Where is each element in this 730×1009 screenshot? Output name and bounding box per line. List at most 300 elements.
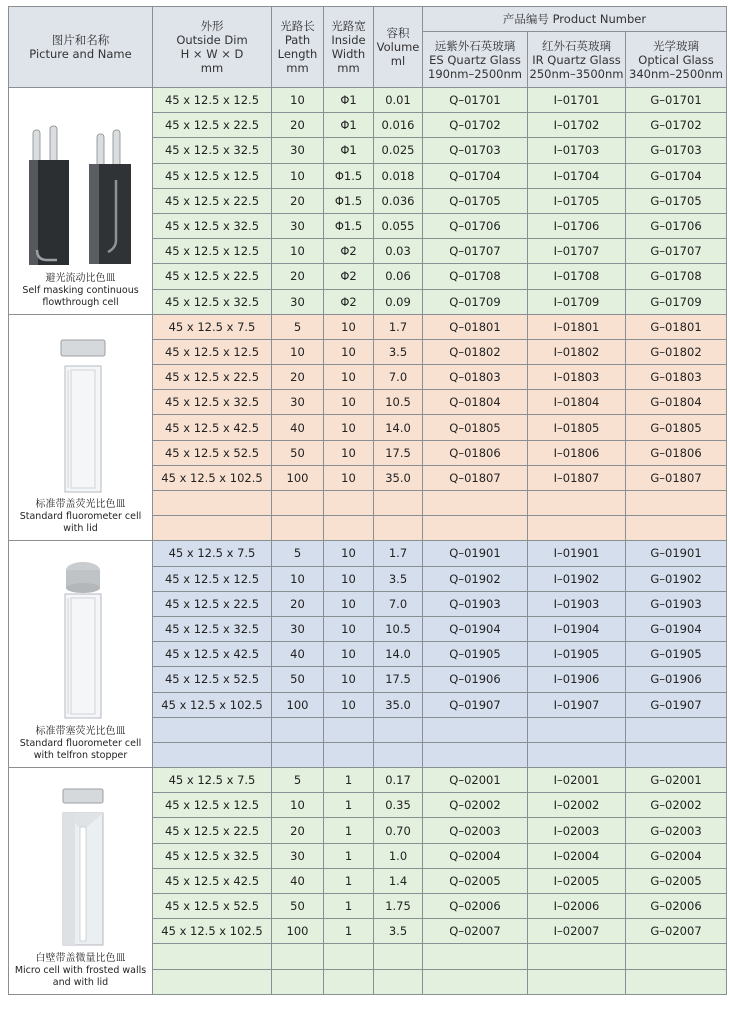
ir-quartz-number-cell: I–01703 [528, 138, 626, 163]
outside-dim-header-formula: H × W × D [180, 47, 244, 61]
optical-glass-number-cell [626, 516, 727, 541]
ir-quartz-number-cell: I–01901 [528, 541, 626, 566]
inside-width-header-unit: mm [337, 61, 360, 75]
cuvette-with-lid-icon [41, 336, 121, 496]
inside-width-cell [324, 969, 374, 994]
ir-quartz-header-cn: 红外石英玻璃 [542, 38, 611, 53]
optical-glass-header-cn: 光学玻璃 [653, 38, 700, 53]
path-length-cell: 30 [272, 616, 324, 641]
optical-glass-header [626, 32, 727, 88]
inside-width-cell: 1 [324, 818, 374, 843]
ir-quartz-number-cell: I–01906 [528, 667, 626, 692]
outside-dim-cell: 45 x 12.5 x 52.5 [153, 667, 272, 692]
path-length-cell: 30 [272, 213, 324, 238]
optical-glass-number-cell: G–02003 [626, 818, 727, 843]
outside-dim-cell: 45 x 12.5 x 22.5 [153, 818, 272, 843]
optical-glass-number-cell: G–01903 [626, 591, 727, 616]
es-quartz-number-cell [423, 491, 528, 516]
ir-quartz-number-cell: I–01907 [528, 692, 626, 717]
picture-name-header [9, 7, 153, 88]
volume-cell: 14.0 [374, 642, 423, 667]
volume-cell: 1.4 [374, 868, 423, 893]
optical-glass-number-cell: G–02005 [626, 868, 727, 893]
path-length-cell: 20 [272, 113, 324, 138]
ir-quartz-number-cell: I–01802 [528, 339, 626, 364]
es-quartz-number-cell [423, 742, 528, 767]
inside-width-cell: Φ2 [324, 264, 374, 289]
ir-quartz-number-cell: I–01709 [528, 289, 626, 314]
inside-width-cell: Φ1.5 [324, 163, 374, 188]
outside-dim-header-cn: 外形 [200, 19, 224, 33]
optical-glass-number-cell: G–01704 [626, 163, 727, 188]
outside-dim-cell: 45 x 12.5 x 22.5 [153, 365, 272, 390]
ir-quartz-number-cell: I–01708 [528, 264, 626, 289]
outside-dim-cell: 45 x 12.5 x 52.5 [153, 894, 272, 919]
inside-width-cell: 10 [324, 591, 374, 616]
optical-glass-number-cell: G–01801 [626, 314, 727, 339]
volume-cell: 1.7 [374, 541, 423, 566]
es-quartz-number-cell [423, 944, 528, 969]
inside-width-cell: Φ1.5 [324, 213, 374, 238]
path-length-cell: 50 [272, 894, 324, 919]
volume-cell: 0.025 [374, 138, 423, 163]
outside-dim-cell: 45 x 12.5 x 102.5 [153, 692, 272, 717]
outside-dim-cell: 45 x 12.5 x 32.5 [153, 213, 272, 238]
volume-cell: 0.09 [374, 289, 423, 314]
outside-dim-cell [153, 742, 272, 767]
volume-cell: 1.75 [374, 894, 423, 919]
path-length-cell [272, 717, 324, 742]
product-name-en: Standard fluorometer cell with lid [19, 511, 142, 535]
inside-width-cell: Φ1 [324, 113, 374, 138]
product-name-en: Standard fluorometer cell with telfron stopper [19, 738, 142, 762]
optical-glass-number-cell: G–01804 [626, 390, 727, 415]
optical-glass-number-cell: G–01901 [626, 541, 727, 566]
inside-width-cell: 10 [324, 465, 374, 490]
es-quartz-number-cell: Q–01802 [423, 339, 528, 364]
ir-quartz-number-cell: I–01902 [528, 566, 626, 591]
ir-quartz-number-cell [528, 717, 626, 742]
volume-cell: 10.5 [374, 616, 423, 641]
optical-glass-number-cell: G–01706 [626, 213, 727, 238]
inside-width-cell: 1 [324, 919, 374, 944]
optical-glass-number-cell: G–01807 [626, 465, 727, 490]
es-quartz-number-cell: Q–01703 [423, 138, 528, 163]
volume-cell [374, 742, 423, 767]
optical-glass-number-cell: G–01803 [626, 365, 727, 390]
es-quartz-number-cell: Q–01906 [423, 667, 528, 692]
volume-header-cn: 容积 [386, 26, 410, 40]
path-length-cell: 30 [272, 138, 324, 163]
es-quartz-number-cell: Q–01803 [423, 365, 528, 390]
es-quartz-number-cell: Q–01901 [423, 541, 528, 566]
outside-dim-cell: 45 x 12.5 x 102.5 [153, 465, 272, 490]
optical-glass-number-cell: G–02004 [626, 843, 727, 868]
es-quartz-number-cell: Q–01708 [423, 264, 528, 289]
inside-width-cell: 10 [324, 566, 374, 591]
es-quartz-header [423, 32, 528, 88]
outside-dim-cell: 45 x 12.5 x 12.5 [153, 339, 272, 364]
volume-cell: 7.0 [374, 365, 423, 390]
picture-name-header-en: Picture and Name [29, 47, 132, 61]
path-length-cell: 50 [272, 440, 324, 465]
path-length-cell [272, 491, 324, 516]
ir-quartz-number-cell: I–02003 [528, 818, 626, 843]
inside-width-cell: 10 [324, 314, 374, 339]
optical-glass-number-cell: G–01805 [626, 415, 727, 440]
outside-dim-cell: 45 x 12.5 x 42.5 [153, 868, 272, 893]
ir-quartz-number-cell: I–01705 [528, 188, 626, 213]
outside-dim-cell: 45 x 12.5 x 32.5 [153, 616, 272, 641]
micro-cuvette-with-lid-icon [41, 785, 121, 950]
ir-quartz-number-cell [528, 742, 626, 767]
path-length-cell: 5 [272, 541, 324, 566]
optical-glass-number-cell [626, 717, 727, 742]
ir-quartz-number-cell: I–01701 [528, 88, 626, 113]
path-length-cell: 20 [272, 818, 324, 843]
volume-cell: 35.0 [374, 692, 423, 717]
outside-dim-cell: 45 x 12.5 x 7.5 [153, 768, 272, 793]
ir-quartz-number-cell: I–01904 [528, 616, 626, 641]
product-number-header: 产品编号 Product Number [423, 7, 727, 32]
path-length-cell: 5 [272, 314, 324, 339]
table-body [9, 88, 727, 995]
inside-width-cell: 10 [324, 642, 374, 667]
es-quartz-number-cell [423, 516, 528, 541]
outside-dim-cell: 45 x 12.5 x 12.5 [153, 566, 272, 591]
es-quartz-number-cell: Q–01907 [423, 692, 528, 717]
volume-cell: 0.055 [374, 213, 423, 238]
volume-cell: 14.0 [374, 415, 423, 440]
path-length-header [272, 7, 324, 88]
inside-width-cell: Φ2 [324, 289, 374, 314]
es-quartz-number-cell: Q–01702 [423, 113, 528, 138]
volume-header [374, 7, 423, 88]
es-quartz-number-cell: Q–02003 [423, 818, 528, 843]
path-length-cell: 10 [272, 793, 324, 818]
optical-glass-number-cell: G–01806 [626, 440, 727, 465]
inside-width-cell: 10 [324, 667, 374, 692]
volume-cell: 1.7 [374, 314, 423, 339]
inside-width-cell: 10 [324, 616, 374, 641]
optical-glass-number-cell: G–01705 [626, 188, 727, 213]
inside-width-cell [324, 944, 374, 969]
outside-dim-cell [153, 717, 272, 742]
black-flowthrough-cell-icon [23, 120, 139, 270]
cuvette-product-table [8, 6, 727, 995]
table-row [9, 768, 727, 793]
es-quartz-number-cell [423, 717, 528, 742]
volume-cell: 0.17 [374, 768, 423, 793]
path-length-cell: 30 [272, 843, 324, 868]
outside-dim-cell: 45 x 12.5 x 7.5 [153, 541, 272, 566]
outside-dim-cell: 45 x 12.5 x 7.5 [153, 314, 272, 339]
outside-dim-header [153, 7, 272, 88]
outside-dim-cell: 45 x 12.5 x 42.5 [153, 415, 272, 440]
ir-quartz-number-cell [528, 944, 626, 969]
inside-width-header-en2: Width [331, 47, 366, 61]
inside-width-cell: 10 [324, 390, 374, 415]
es-quartz-header-en: ES Quartz Glass [429, 52, 521, 67]
es-quartz-number-cell: Q–02002 [423, 793, 528, 818]
optical-glass-number-cell: G–02001 [626, 768, 727, 793]
ir-quartz-header-en: IR Quartz Glass [532, 52, 621, 67]
product-name-cn: 标准带塞荧光比色皿 [35, 726, 126, 738]
optical-glass-number-cell: G–01707 [626, 239, 727, 264]
volume-cell: 17.5 [374, 667, 423, 692]
volume-header-en: Volume [376, 40, 420, 54]
inside-width-cell: 10 [324, 541, 374, 566]
ir-quartz-number-cell [528, 491, 626, 516]
outside-dim-cell [153, 516, 272, 541]
inside-width-cell: Φ1 [324, 138, 374, 163]
inside-width-cell: 10 [324, 365, 374, 390]
inside-width-cell: 1 [324, 843, 374, 868]
volume-cell: 0.03 [374, 239, 423, 264]
outside-dim-cell: 45 x 12.5 x 42.5 [153, 642, 272, 667]
path-length-cell: 30 [272, 390, 324, 415]
product-name-en: Self masking continuous flowthrough cell [22, 284, 139, 308]
outside-dim-cell [153, 944, 272, 969]
es-quartz-number-cell: Q–01707 [423, 239, 528, 264]
es-quartz-number-cell: Q–01807 [423, 465, 528, 490]
optical-glass-number-cell: G–01904 [626, 616, 727, 641]
optical-glass-number-cell: G–01708 [626, 264, 727, 289]
volume-cell: 3.5 [374, 339, 423, 364]
outside-dim-cell: 45 x 12.5 x 32.5 [153, 289, 272, 314]
es-quartz-number-cell [423, 969, 528, 994]
table-row [9, 314, 727, 339]
optical-glass-number-cell: G–02007 [626, 919, 727, 944]
volume-cell [374, 944, 423, 969]
inside-width-cell: 1 [324, 894, 374, 919]
optical-glass-number-cell [626, 944, 727, 969]
ir-quartz-number-cell: I–01905 [528, 642, 626, 667]
product-table-sheet [8, 6, 726, 1002]
path-length-cell: 100 [272, 465, 324, 490]
volume-cell: 0.016 [374, 113, 423, 138]
outside-dim-cell: 45 x 12.5 x 32.5 [153, 843, 272, 868]
volume-cell: 0.018 [374, 163, 423, 188]
es-quartz-number-cell: Q–01801 [423, 314, 528, 339]
optical-glass-header-en: Optical Glass [638, 52, 714, 67]
es-quartz-number-cell: Q–01806 [423, 440, 528, 465]
ir-quartz-number-cell: I–01801 [528, 314, 626, 339]
outside-dim-cell: 45 x 12.5 x 12.5 [153, 793, 272, 818]
path-length-header-en2: Length [277, 47, 318, 61]
volume-cell: 7.0 [374, 591, 423, 616]
volume-cell [374, 717, 423, 742]
path-length-cell: 10 [272, 239, 324, 264]
es-quartz-number-cell: Q–01902 [423, 566, 528, 591]
ir-quartz-number-cell: I–02005 [528, 868, 626, 893]
inside-width-cell: 10 [324, 692, 374, 717]
es-quartz-number-cell: Q–01904 [423, 616, 528, 641]
volume-cell: 0.06 [374, 264, 423, 289]
volume-cell: 0.35 [374, 793, 423, 818]
path-length-cell: 10 [272, 566, 324, 591]
outside-dim-cell: 45 x 12.5 x 22.5 [153, 188, 272, 213]
product-picture-cell [9, 541, 153, 768]
volume-cell: 0.036 [374, 188, 423, 213]
volume-cell [374, 516, 423, 541]
ir-quartz-number-cell [528, 516, 626, 541]
inside-width-header-cn: 光路宽 [331, 19, 366, 33]
path-length-cell: 20 [272, 264, 324, 289]
es-quartz-header-range: 190nm–2500nm [428, 66, 522, 81]
path-length-header-en1: Path [284, 33, 311, 47]
path-length-cell: 20 [272, 591, 324, 616]
ir-quartz-number-cell: I–01805 [528, 415, 626, 440]
es-quartz-number-cell: Q–02007 [423, 919, 528, 944]
outside-dim-cell: 45 x 12.5 x 22.5 [153, 113, 272, 138]
table-header [9, 7, 727, 88]
volume-cell: 35.0 [374, 465, 423, 490]
optical-glass-number-cell: G–01905 [626, 642, 727, 667]
ir-quartz-number-cell: I–01706 [528, 213, 626, 238]
inside-width-cell [324, 516, 374, 541]
picture-name-header-cn: 图片和名称 [51, 33, 110, 47]
volume-cell: 10.5 [374, 390, 423, 415]
inside-width-cell: Φ2 [324, 239, 374, 264]
outside-dim-header-unit: mm [200, 61, 224, 75]
path-length-cell: 20 [272, 365, 324, 390]
volume-cell: 0.70 [374, 818, 423, 843]
product-name-cn: 标准带盖荧光比色皿 [35, 499, 126, 511]
path-length-cell: 10 [272, 339, 324, 364]
es-quartz-number-cell: Q–01804 [423, 390, 528, 415]
ir-quartz-number-cell: I–01806 [528, 440, 626, 465]
es-quartz-number-cell: Q–01706 [423, 213, 528, 238]
outside-dim-cell [153, 969, 272, 994]
path-length-cell: 100 [272, 919, 324, 944]
path-length-cell: 10 [272, 163, 324, 188]
table-row [9, 88, 727, 113]
product-name-cn: 白壁带盖微量比色皿 [35, 952, 126, 964]
ir-quartz-number-cell: I–01803 [528, 365, 626, 390]
es-quartz-number-cell: Q–01701 [423, 88, 528, 113]
ir-quartz-number-cell: I–01807 [528, 465, 626, 490]
es-quartz-number-cell: Q–02006 [423, 894, 528, 919]
outside-dim-cell: 45 x 12.5 x 12.5 [153, 163, 272, 188]
es-quartz-number-cell: Q–01905 [423, 642, 528, 667]
outside-dim-cell: 45 x 12.5 x 22.5 [153, 591, 272, 616]
ir-quartz-number-cell: I–02002 [528, 793, 626, 818]
path-length-cell [272, 742, 324, 767]
es-quartz-number-cell: Q–01903 [423, 591, 528, 616]
path-length-cell: 100 [272, 692, 324, 717]
path-length-cell: 5 [272, 768, 324, 793]
inside-width-cell: 10 [324, 440, 374, 465]
path-length-cell [272, 944, 324, 969]
inside-width-cell: 1 [324, 793, 374, 818]
volume-cell: 1.0 [374, 843, 423, 868]
product-name-en: Micro cell with frosted walls and with lid [14, 964, 147, 988]
ir-quartz-number-cell: I–01707 [528, 239, 626, 264]
outside-dim-cell: 45 x 12.5 x 12.5 [153, 239, 272, 264]
optical-glass-number-cell: G–01802 [626, 339, 727, 364]
optical-glass-header-range: 340nm–2500nm [629, 66, 723, 81]
path-length-cell [272, 969, 324, 994]
inside-width-cell: Φ1.5 [324, 188, 374, 213]
ir-quartz-number-cell: I–01903 [528, 591, 626, 616]
product-picture-cell [9, 768, 153, 995]
path-length-header-unit: mm [286, 61, 309, 75]
outside-dim-cell: 45 x 12.5 x 32.5 [153, 390, 272, 415]
optical-glass-number-cell: G–02002 [626, 793, 727, 818]
optical-glass-number-cell: G–01703 [626, 138, 727, 163]
optical-glass-number-cell: G–02006 [626, 894, 727, 919]
path-length-cell: 50 [272, 667, 324, 692]
volume-cell: 3.5 [374, 566, 423, 591]
volume-header-unit: ml [390, 54, 406, 68]
es-quartz-number-cell: Q–02005 [423, 868, 528, 893]
outside-dim-cell: 45 x 12.5 x 22.5 [153, 264, 272, 289]
path-length-cell [272, 516, 324, 541]
product-picture-cell [9, 88, 153, 315]
path-length-cell: 20 [272, 188, 324, 213]
optical-glass-number-cell: G–01709 [626, 289, 727, 314]
inside-width-cell: 10 [324, 339, 374, 364]
volume-cell [374, 491, 423, 516]
path-length-cell: 30 [272, 289, 324, 314]
path-length-cell: 40 [272, 642, 324, 667]
optical-glass-number-cell [626, 491, 727, 516]
optical-glass-number-cell: G–01907 [626, 692, 727, 717]
outside-dim-cell: 45 x 12.5 x 102.5 [153, 919, 272, 944]
es-quartz-number-cell: Q–02004 [423, 843, 528, 868]
es-quartz-number-cell: Q–02001 [423, 768, 528, 793]
es-quartz-number-cell: Q–01805 [423, 415, 528, 440]
ir-quartz-header [528, 32, 626, 88]
inside-width-cell [324, 717, 374, 742]
es-quartz-header-cn: 远紫外石英玻璃 [434, 38, 516, 53]
inside-width-cell: Φ1 [324, 88, 374, 113]
outside-dim-cell: 45 x 12.5 x 52.5 [153, 440, 272, 465]
path-length-cell: 10 [272, 88, 324, 113]
optical-glass-number-cell [626, 969, 727, 994]
ir-quartz-number-cell: I–02006 [528, 894, 626, 919]
ir-quartz-number-cell [528, 969, 626, 994]
ir-quartz-number-cell: I–02001 [528, 768, 626, 793]
table-row [9, 541, 727, 566]
optical-glass-number-cell: G–01702 [626, 113, 727, 138]
optical-glass-number-cell: G–01701 [626, 88, 727, 113]
volume-cell [374, 969, 423, 994]
inside-width-cell [324, 491, 374, 516]
product-name-cn: 避光流动比色皿 [45, 272, 116, 284]
inside-width-cell: 1 [324, 868, 374, 893]
es-quartz-number-cell: Q–01705 [423, 188, 528, 213]
ir-quartz-number-cell: I–01702 [528, 113, 626, 138]
inside-width-header [324, 7, 374, 88]
outside-dim-cell: 45 x 12.5 x 12.5 [153, 88, 272, 113]
inside-width-header-en1: Inside [331, 33, 366, 47]
ir-quartz-number-cell: I–02004 [528, 843, 626, 868]
cuvette-with-stopper-icon [41, 558, 121, 723]
inside-width-cell [324, 742, 374, 767]
inside-width-cell: 1 [324, 768, 374, 793]
optical-glass-number-cell [626, 742, 727, 767]
path-length-cell: 40 [272, 415, 324, 440]
optical-glass-number-cell: G–01906 [626, 667, 727, 692]
ir-quartz-number-cell: I–01704 [528, 163, 626, 188]
product-picture-cell [9, 314, 153, 541]
ir-quartz-number-cell: I–01804 [528, 390, 626, 415]
ir-quartz-header-range: 250nm–3500nm [529, 66, 624, 81]
outside-dim-header-en: Outside Dim [176, 33, 248, 47]
optical-glass-number-cell: G–01902 [626, 566, 727, 591]
